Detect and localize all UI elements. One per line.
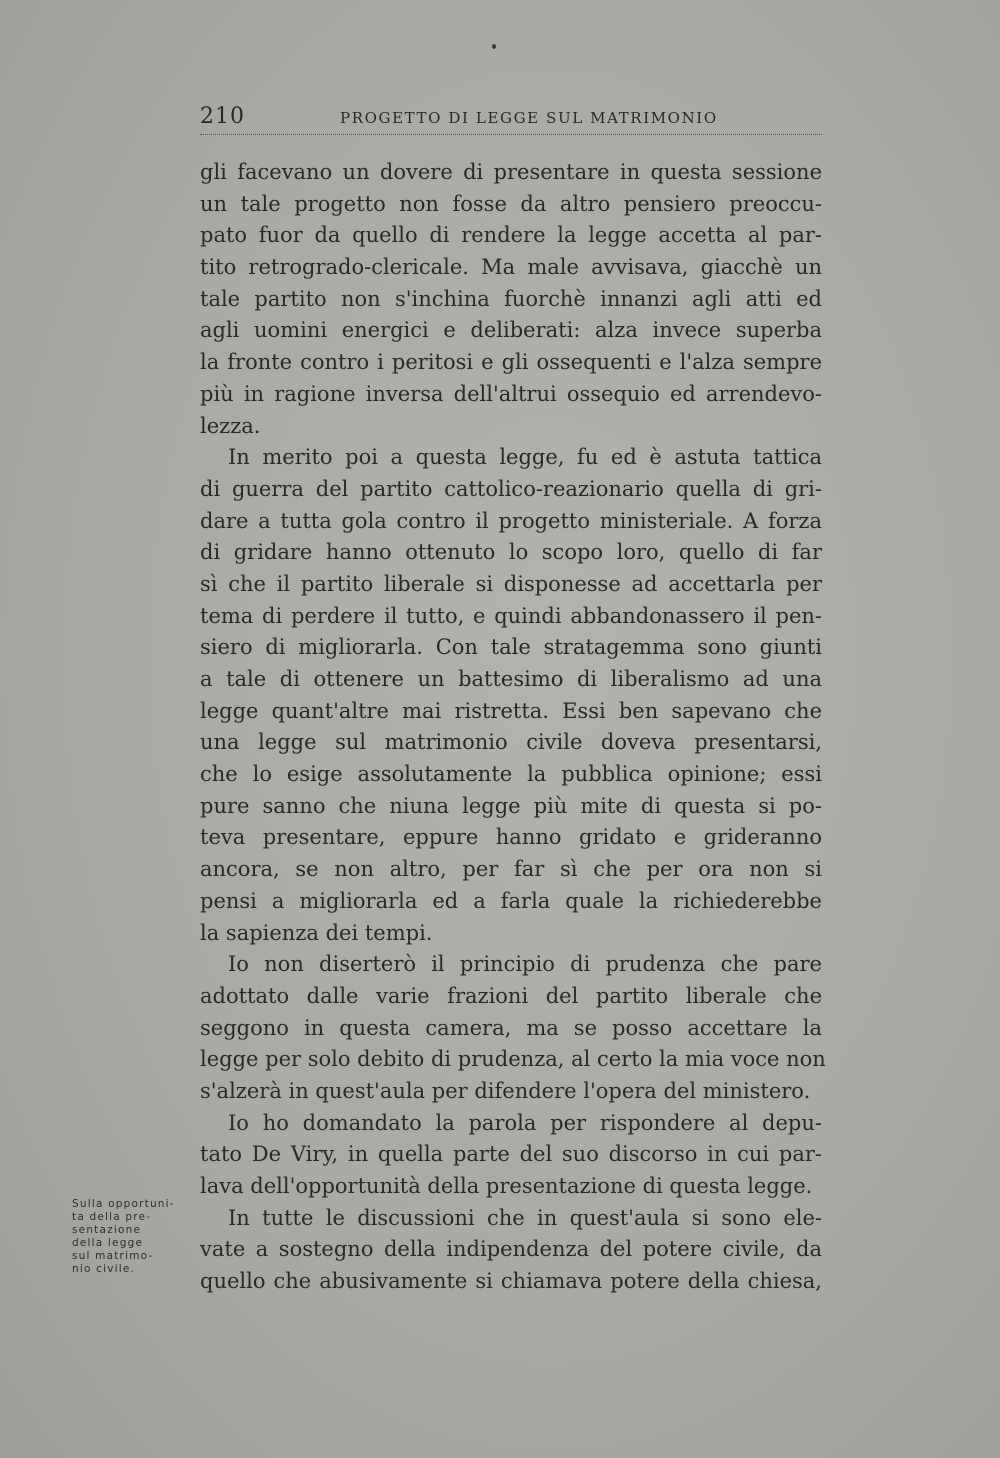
text-line: In tutte le discussioni che in quest'aula si sono ele- (228, 1205, 822, 1230)
text-line: Io non diserterò il principio di prudenza che pare (228, 952, 822, 977)
text-line: agli uomini energici e deliberati: alza invece superba (200, 318, 822, 343)
text-line: una legge sul matrimonio civile doveva presentarsi, (200, 730, 822, 755)
running-title: PROGETTO DI LEGGE SUL MATRIMONIO (340, 109, 718, 127)
text-line: tito retrogrado-clericale. Ma male avvisava, giacchè un (200, 255, 822, 280)
text-line: pato fuor da quello di rendere la legge accetta al par- (200, 223, 822, 248)
text-line: più in ragione inversa dell'altrui ossequio ed arrendevo- (200, 381, 822, 406)
margin-note-line: della legge (72, 1237, 144, 1249)
margin-note-line: sul matrimo- (72, 1250, 154, 1262)
text-line: di guerra del partito cattolico-reazionario quella di gri- (200, 476, 822, 501)
margin-note-line: ta della pre- (72, 1211, 152, 1223)
text-line: sì che il partito liberale si disponesse ad accettarla per (200, 571, 822, 596)
ink-speck (492, 44, 496, 49)
text-line: legge quant'altre mai ristretta. Essi ben sapevano che (200, 698, 822, 723)
text-line: pensi a migliorarla ed a farla quale la richiederebbe (200, 888, 822, 913)
page-number: 210 (200, 104, 245, 129)
text-line: un tale progetto non fosse da altro pensiero preoccu- (200, 191, 822, 216)
text-line: tale partito non s'inchina fuorchè innanzi agli atti ed (200, 286, 822, 311)
margin-note-line: nio civile. (72, 1263, 136, 1275)
text-line: a tale di ottenere un battesimo di liberalismo ad una (200, 667, 822, 691)
text-line: pure sanno che niuna legge più mite di questa si po- (200, 793, 822, 818)
text-line: vate a sostegno della indipendenza del potere civile, da (200, 1237, 822, 1262)
text-line: teva presentare, eppure hanno gridato e grideranno (200, 825, 822, 850)
text-line: dare a tutta gola contro il progetto ministeriale. A forza (200, 508, 822, 533)
text-line: legge per solo debito di prudenza, al certo la mia voce non (200, 1047, 826, 1072)
running-head (200, 104, 822, 135)
text-line: lava dell'opportunità della presentazione di questa legge. (200, 1174, 813, 1198)
text-line: ancora, se non altro, per far sì che per ora non si (200, 857, 822, 882)
text-line: quello che abusivamente si chiamava potere della chiesa, (200, 1269, 822, 1294)
text-line: la sapienza dei tempi. (200, 920, 433, 945)
text-line: gli facevano un dovere di presentare in questa sessione (200, 160, 822, 184)
text-line: tato De Viry, in quella parte del suo discorso in cui par- (200, 1142, 822, 1167)
text-line: che lo esige assolutamente la pubblica opinione; essi (200, 762, 822, 787)
text-line: adottato dalle varie frazioni del partito liberale che (200, 983, 822, 1008)
margin-note-line: Sulla opportuni- (72, 1198, 175, 1210)
text-line: la fronte contro i peritosi e gli ossequenti e l'alza sempre (200, 350, 822, 375)
text-line: Io ho domandato la parola per rispondere al depu- (228, 1110, 822, 1135)
text-line: In merito poi a questa legge, fu ed è astuta tattica (228, 445, 822, 470)
text-line: s'alzerà in quest'aula per difendere l'opera del ministero. (200, 1078, 811, 1103)
text-line: siero di migliorarla. Con tale stratagemma sono giunti (200, 635, 822, 660)
text-line: seggono in questa camera, ma se posso accettare la (200, 1015, 822, 1040)
text-line: tema di perdere il tutto, e quindi abbandonassero il pen- (200, 603, 822, 628)
text-line: lezza. (200, 413, 261, 438)
margin-note-line: sentazione (72, 1224, 142, 1236)
body-text (200, 157, 826, 1298)
margin-note (72, 1198, 196, 1276)
text-line: di gridare hanno ottenuto lo scopo loro, quello di far (200, 540, 822, 565)
